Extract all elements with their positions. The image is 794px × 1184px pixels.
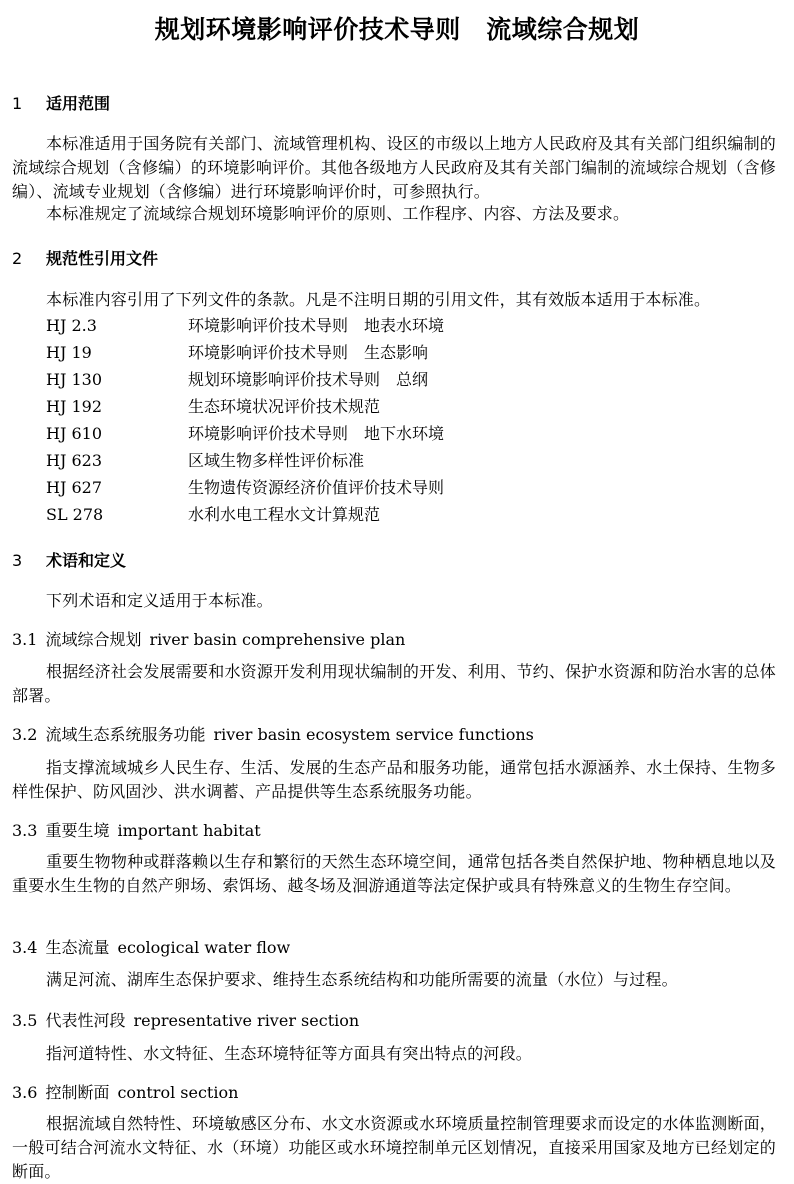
reference-item	[46, 501, 380, 528]
reference-code: HJ 19	[46, 343, 92, 362]
term-heading	[12, 1008, 359, 1031]
section-number: 1	[12, 94, 23, 113]
term-definition: 指支撑流域城乡人民生存、生活、发展的生态产品和服务功能，通常包括水源涵养、水土保持、生物多样性保护、防风固沙、洪水调蓄、产品提供等生态系统服务功能。	[12, 758, 776, 801]
reference-name: 生态环境状况评价技术规范	[188, 397, 381, 416]
reference-item	[46, 420, 444, 447]
term-number: 3.3	[12, 821, 38, 840]
term-english: important habitat	[117, 821, 261, 840]
reference-name: 环境影响评价技术导则 生态影响	[188, 343, 429, 362]
section-heading-1	[12, 91, 110, 114]
term-chinese: 重要生境	[45, 821, 110, 840]
term-heading	[12, 818, 261, 841]
term-english: control section	[117, 1083, 239, 1102]
section-title: 适用范围	[46, 94, 111, 113]
section-heading-2	[12, 246, 158, 269]
document-title: 规划环境影响评价技术导则 流域综合规划	[154, 15, 640, 44]
reference-name: 生物遗传资源经济价值评价技术导则	[188, 478, 445, 497]
reference-code: HJ 623	[46, 451, 102, 470]
reference-item	[46, 312, 444, 339]
reference-name: 环境影响评价技术导则 地下水环境	[188, 424, 445, 443]
term-definition: 根据流域自然特性、环境敏感区分布、水文水资源或水环境质量控制管理要求而设定的水体监测断面，一般可结合河流水文特征、水（环境）功能区或水环境控制单元区划情况，直接采用国家及地方已经划定的断面。	[12, 1114, 776, 1181]
term-chinese: 控制断面	[45, 1083, 110, 1102]
section-title: 规范性引用文件	[46, 249, 159, 268]
reference-code: HJ 130	[46, 370, 102, 389]
term-english: river basin comprehensive plan	[149, 630, 406, 649]
term-chinese: 流域生态系统服务功能	[45, 725, 206, 744]
paragraph: 本标准适用于国务院有关部门、流域管理机构、设区的市级以上地方人民政府及其有关部门组织编制的流域综合规划（含修编）的环境影响评价。其他各级地方人民政府及其有关部门编制的流域综合规划（含修编）、流域专业规划（含修编）进行环境影响评价时，可参照执行。	[12, 134, 776, 201]
section-number: 2	[12, 249, 23, 268]
term-heading	[12, 1080, 238, 1103]
term-english: ecological water flow	[117, 938, 291, 957]
reference-item	[46, 393, 380, 420]
reference-code: HJ 192	[46, 397, 102, 416]
reference-item	[46, 339, 428, 366]
term-english: representative river section	[133, 1011, 360, 1030]
term-number: 3.2	[12, 725, 38, 744]
reference-code: HJ 610	[46, 424, 102, 443]
term-definition: 重要生物物种或群落赖以生存和繁衍的天然生态环境空间，通常包括各类自然保护地、物种栖息地以及重要水生生物的自然产卵场、索饵场、越冬场及洄游通道等法定保护或具有特殊意义的生物生存空间。	[12, 852, 776, 895]
reference-code: SL 278	[46, 505, 104, 524]
reference-item	[46, 366, 428, 393]
reference-name: 规划环境影响评价技术导则 总纲	[188, 370, 429, 389]
term-chinese: 代表性河段	[45, 1011, 126, 1030]
term-definition: 根据经济社会发展需要和水资源开发利用现状编制的开发、利用、节约、保护水资源和防治水害的总体部署。	[12, 662, 776, 705]
term-heading	[12, 935, 290, 958]
term-number: 3.4	[12, 938, 38, 957]
paragraph: 下列术语和定义适用于本标准。	[46, 591, 273, 610]
term-heading	[12, 722, 534, 745]
section-title: 术语和定义	[46, 551, 127, 570]
term-heading	[12, 627, 405, 650]
reference-item	[46, 447, 364, 474]
paragraph: 本标准规定了流域综合规划环境影响评价的原则、工作程序、内容、方法及要求。	[46, 204, 630, 223]
reference-name: 环境影响评价技术导则 地表水环境	[188, 316, 445, 335]
term-number: 3.5	[12, 1011, 38, 1030]
term-english: river basin ecosystem service functions	[213, 725, 534, 744]
term-number: 3.1	[12, 630, 38, 649]
term-definition: 满足河流、湖库生态保护要求、维持生态系统结构和功能所需要的流量（水位）与过程。	[46, 970, 678, 989]
reference-item	[46, 474, 444, 501]
reference-name: 水利水电工程水文计算规范	[188, 505, 381, 524]
term-chinese: 生态流量	[45, 938, 110, 957]
term-chinese: 流域综合规划	[45, 630, 142, 649]
section-number: 3	[12, 551, 23, 570]
reference-code: HJ 627	[46, 478, 102, 497]
section-heading-3	[12, 548, 126, 571]
paragraph: 本标准内容引用了下列文件的条款。凡是不注明日期的引用文件，其有效版本适用于本标准。	[46, 290, 711, 309]
reference-name: 区域生物多样性评价标准	[188, 451, 365, 470]
term-definition: 指河道特性、水文特征、生态环境特征等方面具有突出特点的河段。	[46, 1044, 533, 1063]
term-number: 3.6	[12, 1083, 38, 1102]
reference-code: HJ 2.3	[46, 316, 97, 335]
